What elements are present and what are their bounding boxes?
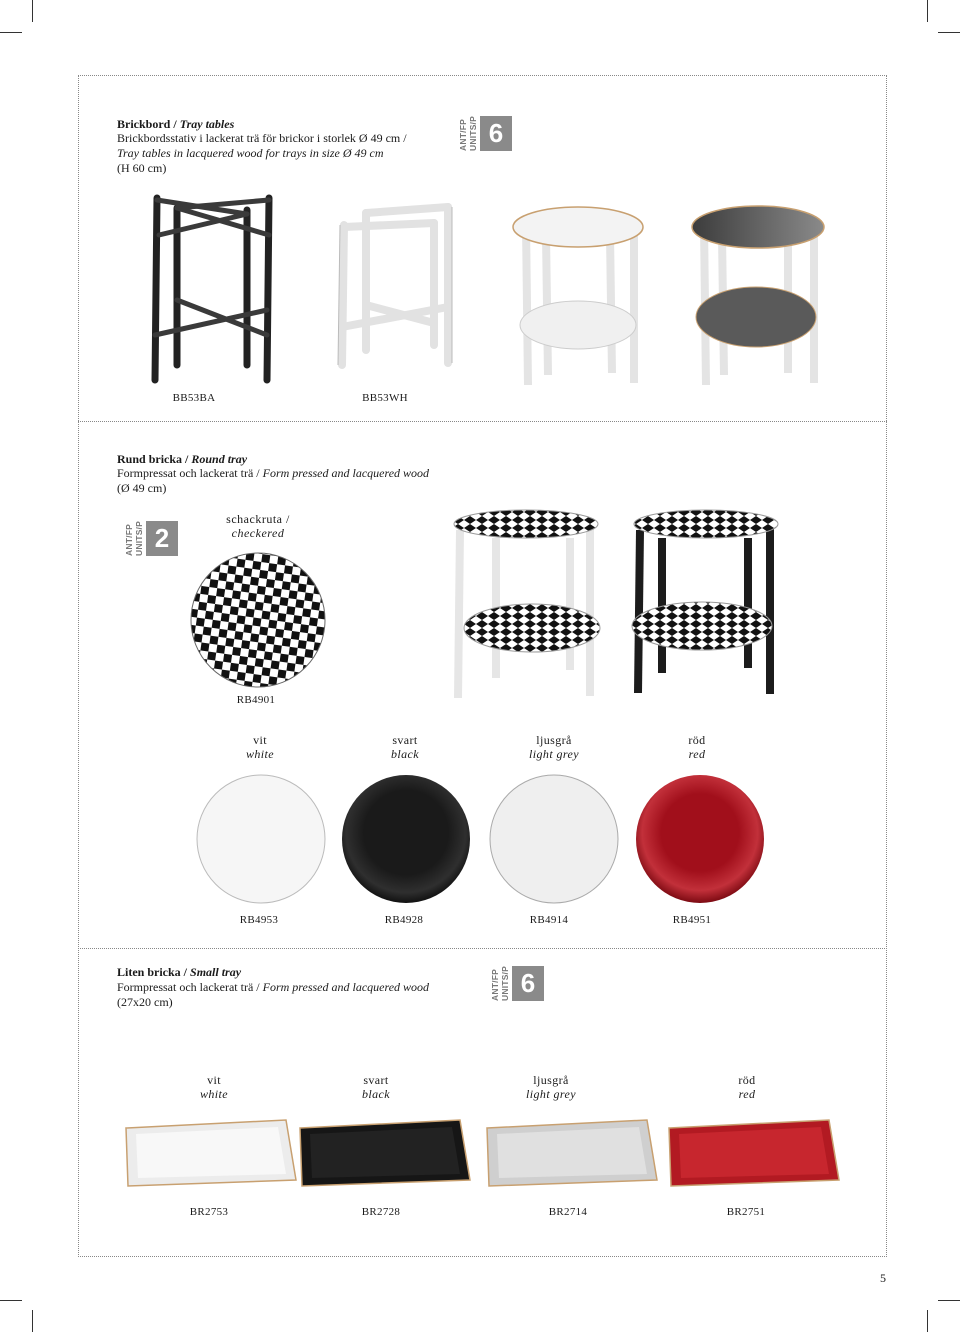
product-code: BR2753 — [189, 1206, 229, 1218]
checkered-tray-image — [190, 552, 326, 688]
product-code: BB53BA — [172, 392, 216, 404]
white-tray-table-image — [510, 205, 645, 390]
round-tray-description: Formpressat och lackerat trä / Form pressed and lacquered wood (Ø 49 cm) — [117, 466, 430, 495]
light-grey-small-tray-image — [481, 1118, 663, 1190]
product-code: BR2751 — [726, 1206, 766, 1218]
checkered-black-table-image — [630, 508, 780, 698]
crop-mark — [938, 1300, 960, 1301]
color-label: vit white — [246, 733, 274, 761]
crop-mark — [32, 1310, 33, 1332]
section-title-tray-tables: Brickbord / Tray tables — [117, 117, 235, 131]
product-code: BR2714 — [548, 1206, 588, 1218]
color-label: svart black — [362, 1073, 390, 1101]
color-label: ljusgrå light grey — [526, 1073, 576, 1101]
page-number: 5 — [880, 1271, 886, 1285]
product-code: RB4951 — [672, 914, 712, 926]
light-grey-round-tray-image — [488, 773, 623, 908]
section-title-small-tray: Liten bricka / Small tray — [117, 965, 242, 979]
units-per-pack-badge: ANT/FP UNITS/P 2 — [124, 521, 178, 556]
units-per-pack-badge: ANT/FP UNITS/P 6 — [490, 966, 544, 1001]
crop-mark — [927, 0, 928, 22]
white-small-tray-image — [118, 1118, 300, 1190]
color-label: röd red — [738, 1073, 756, 1101]
product-code: RB4914 — [529, 914, 569, 926]
color-label: vit white — [200, 1073, 228, 1101]
tray-tables-description: Brickbordsstativ i lackerat trä för brickor i storlek Ø 49 cm / Tray tables in lacquered wood for trays in size Ø 49 cm (H 60 cm) — [117, 131, 407, 175]
crop-mark — [0, 32, 22, 33]
grey-tray-table-image — [690, 205, 830, 390]
white-stand-image — [330, 195, 460, 375]
pattern-label: schackruta / checkered — [226, 512, 290, 540]
black-small-tray-image — [294, 1118, 476, 1190]
product-code: RB4953 — [239, 914, 279, 926]
checkered-white-table-image — [452, 508, 602, 703]
color-label: svart black — [391, 733, 419, 761]
color-label: ljusgrå light grey — [529, 733, 579, 761]
product-code: RB4901 — [236, 694, 276, 706]
white-round-tray-image — [195, 773, 330, 908]
product-code: BR2728 — [361, 1206, 401, 1218]
section-divider — [78, 948, 887, 949]
product-code: RB4928 — [384, 914, 424, 926]
crop-mark — [32, 0, 33, 22]
color-label: röd red — [688, 733, 706, 761]
red-small-tray-image — [663, 1118, 845, 1190]
crop-mark — [0, 1300, 22, 1301]
crop-mark — [927, 1310, 928, 1332]
red-round-tray-image — [634, 773, 769, 908]
section-divider — [78, 421, 887, 422]
section-title-round-tray: Rund bricka / Round tray — [117, 452, 248, 466]
units-per-pack-badge: ANT/FP UNITS/P 6 — [458, 116, 512, 151]
small-tray-description: Formpressat och lackerat trä / Form pressed and lacquered wood (27x20 cm) — [117, 980, 430, 1009]
product-code: BB53WH — [362, 392, 408, 404]
crop-mark — [938, 32, 960, 33]
black-stand-image — [145, 190, 285, 390]
black-round-tray-image — [340, 773, 475, 908]
